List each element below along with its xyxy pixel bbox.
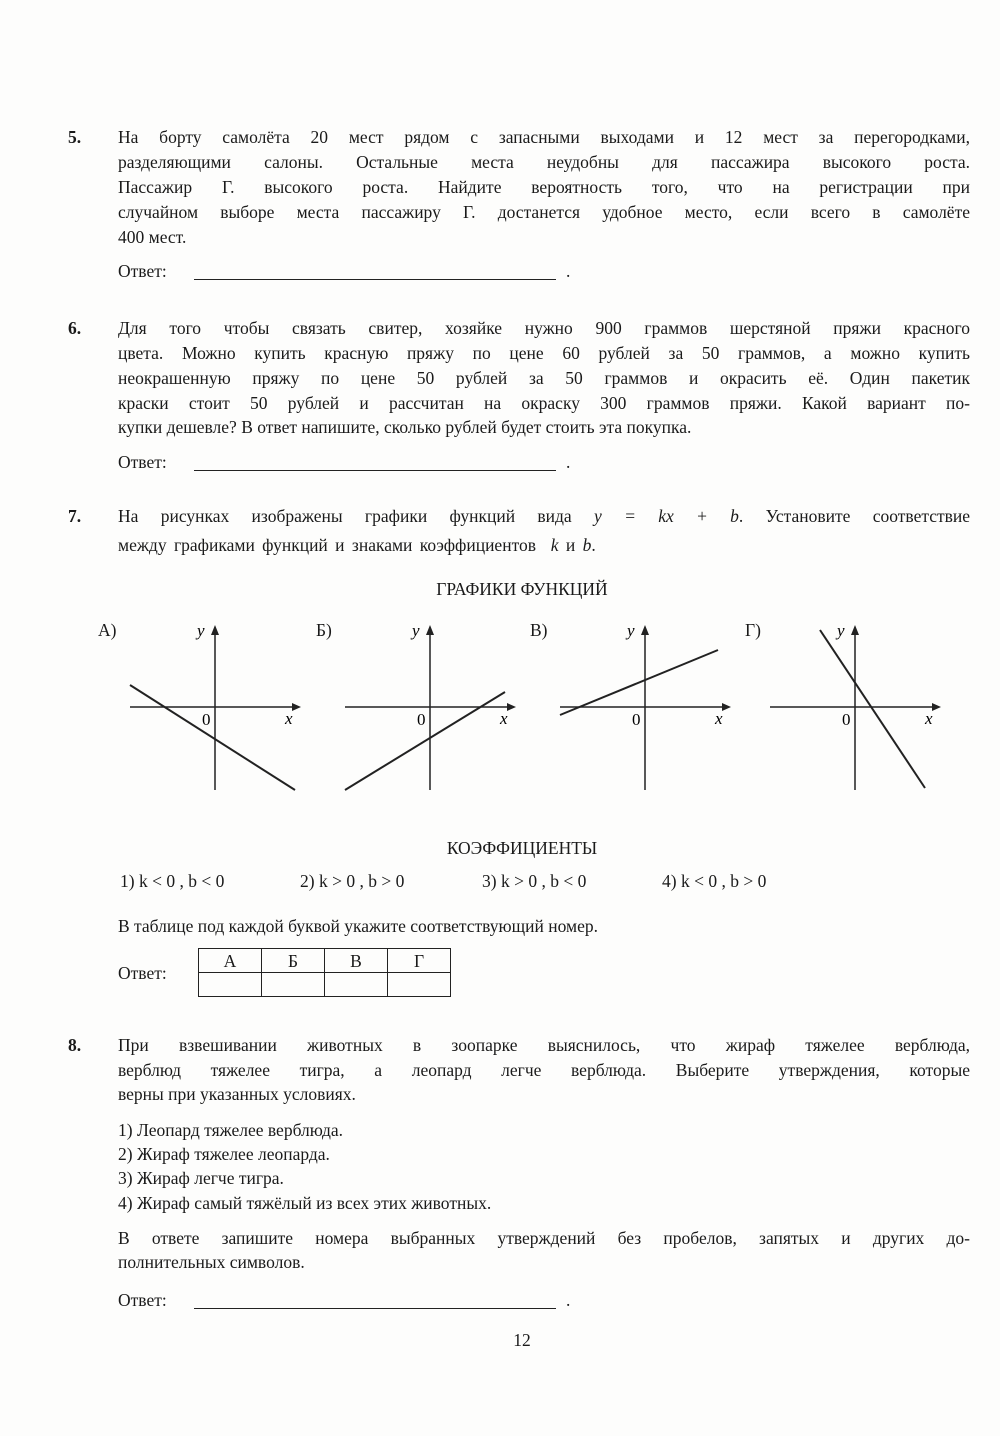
task-5-answer-end: .	[566, 261, 571, 281]
task-6-text-line: Для того чтобы связать свитер, хозяйке нужно 900 граммов шерстяной пряжи красного	[118, 318, 970, 338]
task-8-option-4: 4) Жираф самый тяжёлый из всех этих животных.	[118, 1193, 492, 1213]
y-axis-arrow-icon	[426, 625, 434, 635]
task-7-answer-label: Ответ:	[118, 963, 167, 983]
graph-g-label: Г)	[745, 620, 761, 640]
task-5-text-line: случайном выборе места пассажиру Г. достанется удобное место, если всего в самолёте	[118, 202, 970, 222]
task-5-number: 5.	[68, 127, 82, 147]
answer-table-header: Г	[388, 949, 451, 973]
task-7-text: На рисунках изображены графики функций вида	[118, 506, 572, 526]
coefficient-option-3: 3) k > 0 , b < 0	[482, 871, 587, 891]
task-7-text-line	[118, 505, 970, 527]
graph-v	[555, 620, 740, 795]
y-label: y	[837, 621, 845, 640]
coef-b: b	[582, 535, 592, 555]
origin-label: 0	[632, 710, 641, 729]
formula: y = kx + b	[594, 506, 739, 526]
task-5-text-line: разделяющими салоны. Остальные места неудобны для пассажира высокого роста.	[118, 152, 970, 172]
task-7-number: 7.	[68, 506, 82, 526]
y-label: y	[412, 621, 420, 640]
graph-a-label: А)	[98, 620, 117, 640]
task-6-answer-label: Ответ:	[118, 452, 167, 472]
task-7-text-line	[118, 534, 970, 556]
x-label: x	[285, 709, 293, 728]
task-7-instruction: В таблице под каждой буквой укажите соответствующий номер.	[118, 916, 598, 936]
task-8-answer-label: Ответ:	[118, 1290, 167, 1310]
y-label: y	[627, 621, 635, 640]
x-label: x	[925, 709, 933, 728]
answer-cell-a[interactable]	[199, 973, 262, 997]
task-5-text-line: Пассажир Г. высокого роста. Найдите вероятность того, что на регистрации при	[118, 177, 970, 197]
task-7-text: между графиками функций и знаками коэффициентов	[118, 535, 536, 555]
graph-g	[765, 620, 950, 795]
task-8-text-line: верны при указанных условиях.	[118, 1084, 356, 1104]
x-axis-arrow-icon	[292, 703, 301, 711]
y-axis-arrow-icon	[851, 625, 859, 635]
task-5-answer-field[interactable]	[194, 279, 556, 280]
graph-b	[340, 620, 525, 795]
answer-cell-v[interactable]	[325, 973, 388, 997]
answer-table-header: Б	[262, 949, 325, 973]
task-8-text-line: верблюд тяжелее тигра, а леопард легче верблюда. Выберите утверждения, которые	[118, 1060, 970, 1080]
answer-table-header: В	[325, 949, 388, 973]
x-label: x	[500, 709, 508, 728]
task-6-text-line: купки дешевле? В ответ напишите, сколько рублей будет стоить эта покупка.	[118, 417, 692, 437]
function-line	[560, 650, 718, 715]
y-axis-arrow-icon	[211, 625, 219, 635]
task-8-number: 8.	[68, 1035, 82, 1055]
x-axis-arrow-icon	[932, 703, 941, 711]
task-8-instruction-line: полнительных символов.	[118, 1252, 305, 1272]
origin-label: 0	[417, 710, 426, 729]
coefficient-option-2: 2) k > 0 , b > 0	[300, 871, 405, 891]
coefficients-title: КОЭФФИЦИЕНТЫ	[446, 838, 598, 858]
coefficient-option-1: 1) k < 0 , b < 0	[120, 871, 225, 891]
task-7-text: и	[565, 535, 576, 555]
page-number: 12	[513, 1330, 531, 1350]
answer-cell-g[interactable]	[388, 973, 451, 997]
task-6-answer-end: .	[566, 452, 571, 472]
y-axis-arrow-icon	[641, 625, 649, 635]
coefficient-option-4: 4) k < 0 , b > 0	[662, 871, 767, 891]
answer-table	[198, 948, 451, 997]
answer-cell-b[interactable]	[262, 973, 325, 997]
graph-v-label: В)	[530, 620, 548, 640]
task-8-answer-field[interactable]	[194, 1308, 556, 1309]
task-5-text-line: На борту самолёта 20 мест рядом с запасными выходами и 12 мест за перегородками,	[118, 127, 970, 147]
task-8-option-3: 3) Жираф легче тигра.	[118, 1168, 284, 1188]
x-label: x	[715, 709, 723, 728]
task-6-answer-field[interactable]	[194, 470, 556, 471]
function-line	[130, 685, 295, 790]
task-6-text-line: цвета. Можно купить красную пряжу по цене 60 рублей за 50 граммов, а можно купить	[118, 343, 970, 363]
graph-a	[125, 620, 310, 795]
task-8-text-line: При взвешивании животных в зоопарке выяснилось, что жираф тяжелее верблюда,	[118, 1035, 970, 1055]
task-6-text-line: краски стоит 50 рублей и рассчитан на окраску 300 граммов пряжи. Какой вариант по-	[118, 393, 970, 413]
task-7-text: .	[591, 535, 596, 555]
function-line	[820, 630, 925, 788]
x-axis-arrow-icon	[722, 703, 731, 711]
graphs-title: ГРАФИКИ ФУНКЦИЙ	[436, 579, 608, 599]
task-8-option-2: 2) Жираф тяжелее леопарда.	[118, 1144, 330, 1164]
task-7-text: . Установите соответствие	[738, 506, 971, 526]
task-6-number: 6.	[68, 318, 82, 338]
answer-table-header: А	[199, 949, 262, 973]
coef-k: k	[550, 535, 559, 555]
task-8-instruction-line: В ответе запишите номера выбранных утверждений без пробелов, запятых и других до-	[118, 1228, 970, 1248]
origin-label: 0	[202, 710, 211, 729]
y-label: y	[197, 621, 205, 640]
origin-label: 0	[842, 710, 851, 729]
task-8-answer-end: .	[566, 1290, 571, 1310]
graph-b-label: Б)	[316, 620, 332, 640]
task-5-text-line: 400 мест.	[118, 227, 187, 247]
task-6-text-line: неокрашенную пряжу по цене 50 рублей за 50 граммов и окрасить её. Один пакетик	[118, 368, 970, 388]
x-axis-arrow-icon	[507, 703, 516, 711]
task-8-option-1: 1) Леопард тяжелее верблюда.	[118, 1120, 343, 1140]
task-5-answer-label: Ответ:	[118, 261, 167, 281]
